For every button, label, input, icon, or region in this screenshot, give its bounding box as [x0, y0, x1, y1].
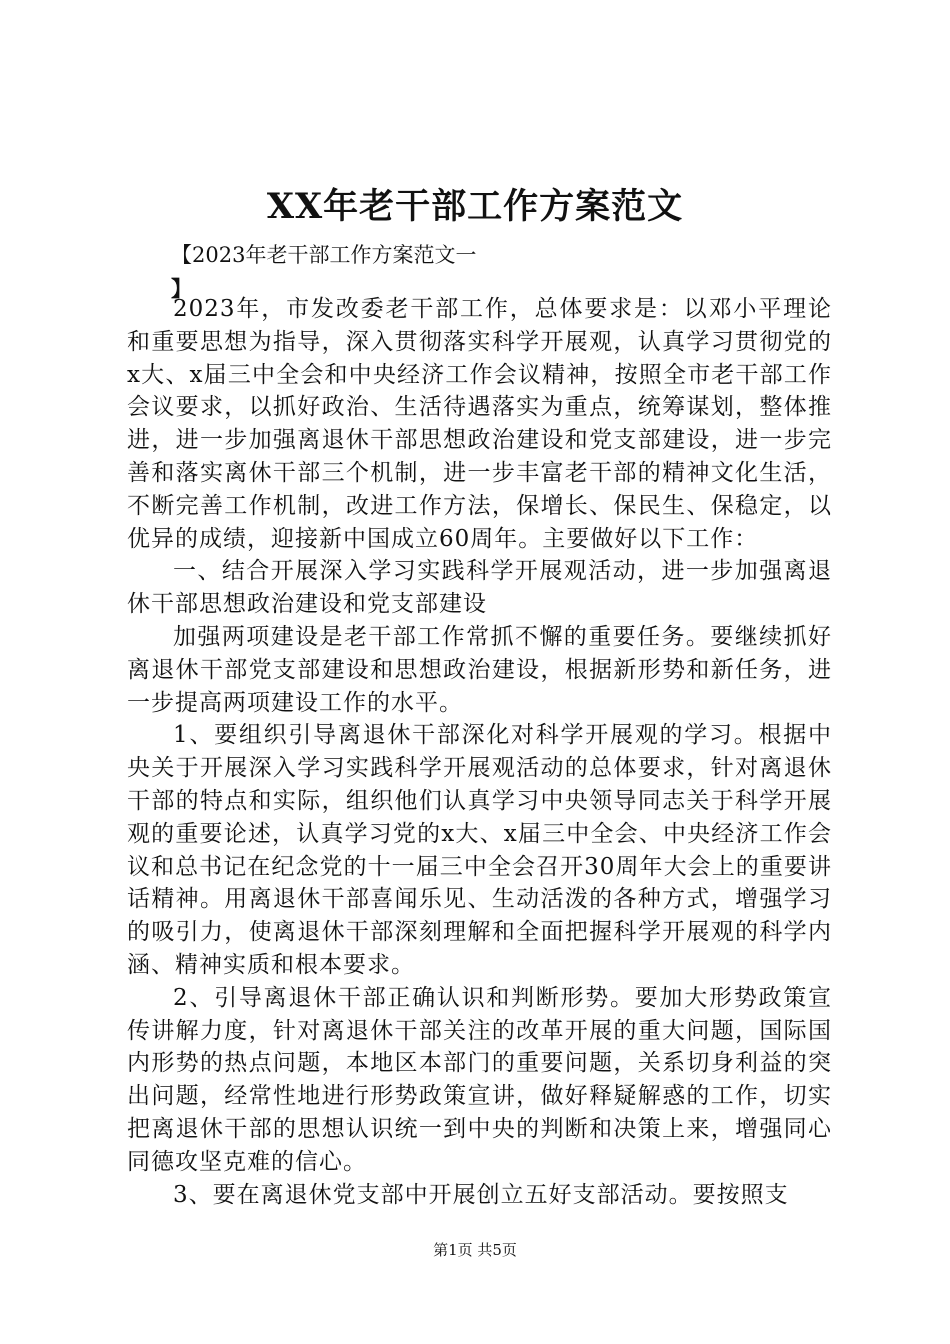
paragraph-section-one-heading: 一、结合开展深入学习实践科学开展观活动，进一步加强离退休干部思想政治建设和党支部建设 — [127, 558, 832, 618]
subheading-close-bracket: 】 — [171, 276, 192, 301]
subheading-text: 【2023年老干部工作方案范文一 — [171, 243, 477, 267]
paragraph-two-constructions: 加强两项建设是老干部工作常抓不懈的重要任务。要继续抓好离退休干部党支部建设和思想政治建设，根据新形势和新任务，进一步提高两项建设工作的水平。 — [127, 623, 832, 716]
paragraph-item-3: 3、要在离退休党支部中开展创立五好支部活动。要按照支 — [173, 1181, 789, 1208]
page-footer: 第1页 共5页 — [433, 1241, 517, 1259]
paragraph-item-1: 1、要组织引导离退休干部深化对科学开展观的学习。根据中央关于开展深入学习实践科学开展观活动的总体要求，针对离退休干部的特点和实际，组织他们认真学习中央领导同志关于科学开展观的重要论述，认真学习党的x大、x届三中全会、中央经济工作会议和总书记在纪念党的十一届三中全会召开30周年大会上的重要讲话精神。用离退休干部喜闻乐见、生动活泼的各种方式，增强学习的吸引力，使离退休干部深刻理解和全面把握科学开展观的科学内涵、精神实质和根本要求。 — [127, 722, 832, 978]
document-title: XX年老干部工作方案范文 — [266, 186, 684, 227]
document-body — [127, 293, 832, 1211]
paragraph-item-2: 2、引导离退休干部正确认识和判断形势。要加大形势政策宣传讲解力度，针对离退休干部关注的改革开展的重大问题，国际国内形势的热点问题，本地区本部门的重要问题，关系切身利益的突出问题，经常性地进行形势政策宣讲，做好释疑解惑的工作，切实把离退休干部的思想认识统一到中央的判断和决策上来，增强同心同德攻坚克难的信心。 — [127, 984, 832, 1175]
paragraph-intro: 2023年，市发改委老干部工作，总体要求是：以邓小平理论和重要思想为指导，深入贯彻落实科学开展观，认真学习贯彻党的x大、x届三中全会和中央经济工作会议精神，按照全市老干部工作会议要求，以抓好政治、生活待遇落实为重点，统筹谋划，整体推进，进一步加强离退休干部思想政治建设和党支部建设，进一步完善和落实离休干部三个机制，进一步丰富老干部的精神文化生活，不断完善工作机制，改进工作方法，保增长、保民生、保稳定，以优异的成绩，迎接新中国成立60周年。主要做好以下工作： — [127, 296, 832, 552]
